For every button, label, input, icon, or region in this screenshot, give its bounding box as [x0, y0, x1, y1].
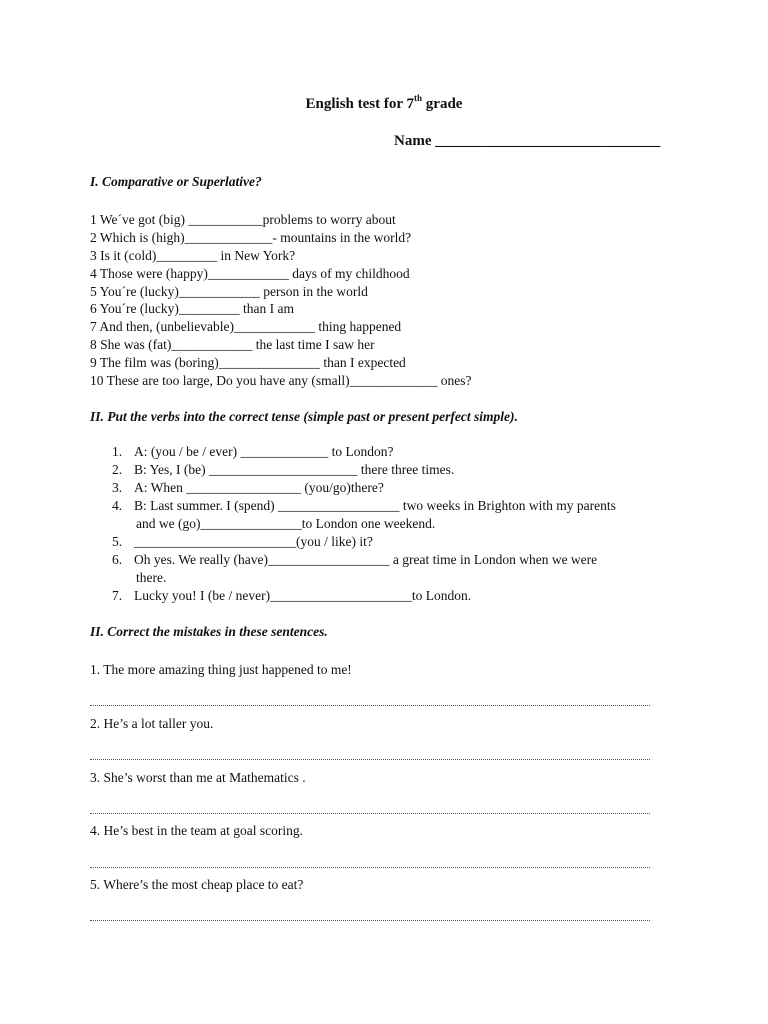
- answer-line-3[interactable]: [90, 807, 650, 814]
- section2-item-2: [112, 462, 454, 478]
- item-text: ________________________(you / like) it?: [134, 534, 373, 549]
- section3-item-2: 2. He’s a lot taller you.: [90, 716, 214, 731]
- title-rest: grade: [422, 96, 463, 112]
- section1-item-8: 8 She was (fat)____________ the last time I saw her: [90, 337, 375, 352]
- section1-item-1: 1 We´ve got (big) ___________problems to worry about: [90, 212, 396, 227]
- section1-item-4: 4 Those were (happy)____________ days of my childhood: [90, 266, 410, 281]
- section1-item-5: 5 You´re (lucky)____________ person in the world: [90, 284, 368, 299]
- section2-item-6: [112, 552, 597, 568]
- answer-line-4[interactable]: [90, 861, 650, 868]
- section1-item-10: 10 These are too large, Do you have any (small)_____________ ones?: [90, 373, 472, 388]
- item-number: 4.: [112, 498, 123, 513]
- section2-item-3: [112, 480, 384, 496]
- section3-heading: II. Correct the mistakes in these sentences.: [90, 624, 328, 639]
- section2-item-1: [112, 444, 393, 460]
- page-title: [0, 94, 768, 113]
- answer-line-5[interactable]: [90, 914, 650, 921]
- item-number: 3.: [112, 480, 123, 495]
- item-text: Oh yes. We really (have)__________________ a great time in London when we were: [134, 552, 598, 567]
- title-main: English test for 7: [305, 96, 415, 112]
- item-text: Lucky you! I (be / never)_____________________to London.: [134, 588, 472, 603]
- item-text: B: Last summer. I (spend) __________________ two weeks in Brighton with my parents: [134, 498, 616, 513]
- section2-item-5: [112, 534, 373, 550]
- section1-heading: I. Comparative or Superlative?: [90, 174, 262, 189]
- section1-item-3: 3 Is it (cold)_________ in New York?: [90, 248, 296, 263]
- item-number: 1.: [112, 444, 123, 459]
- section2-item-4: [112, 498, 616, 514]
- section2-item-4-continued: and we (go)_______________to London one weekend.: [136, 516, 436, 531]
- item-number: 2.: [112, 462, 123, 477]
- section2-item-7: [112, 588, 471, 604]
- answer-line-2[interactable]: [90, 753, 650, 760]
- item-text: B: Yes, I (be) ______________________ there three times.: [134, 462, 455, 477]
- section2-heading: II. Put the verbs into the correct tense (simple past or present perfect simple).: [90, 409, 518, 424]
- section2-item-6-continued: there.: [136, 570, 167, 585]
- item-text: A: (you / be / ever) _____________ to London?: [134, 444, 394, 459]
- section1-item-9: 9 The film was (boring)_______________ than I expected: [90, 355, 406, 370]
- section1-item-7: 7 And then, (unbelievable)____________ thing happened: [90, 319, 402, 334]
- section3-item-4: 4. He’s best in the team at goal scoring.: [90, 823, 303, 838]
- answer-line-1[interactable]: [90, 699, 650, 706]
- item-number: 6.: [112, 552, 123, 567]
- section1-item-6: 6 You´re (lucky)_________ than I am: [90, 301, 294, 316]
- section3-item-1: 1. The more amazing thing just happened to me!: [90, 662, 352, 677]
- section1-item-2: 2 Which is (high)_____________- mountains in the world?: [90, 230, 412, 245]
- name-field[interactable]: Name ______________________________: [394, 133, 661, 149]
- item-number: 5.: [112, 534, 123, 549]
- item-text: A: When _________________ (you/go)there?: [134, 480, 384, 495]
- section3-item-3: 3. She’s worst than me at Mathematics .: [90, 770, 306, 785]
- section3-item-5: 5. Where’s the most cheap place to eat?: [90, 877, 304, 892]
- item-number: 7.: [112, 588, 123, 603]
- title-superscript: th: [414, 93, 423, 103]
